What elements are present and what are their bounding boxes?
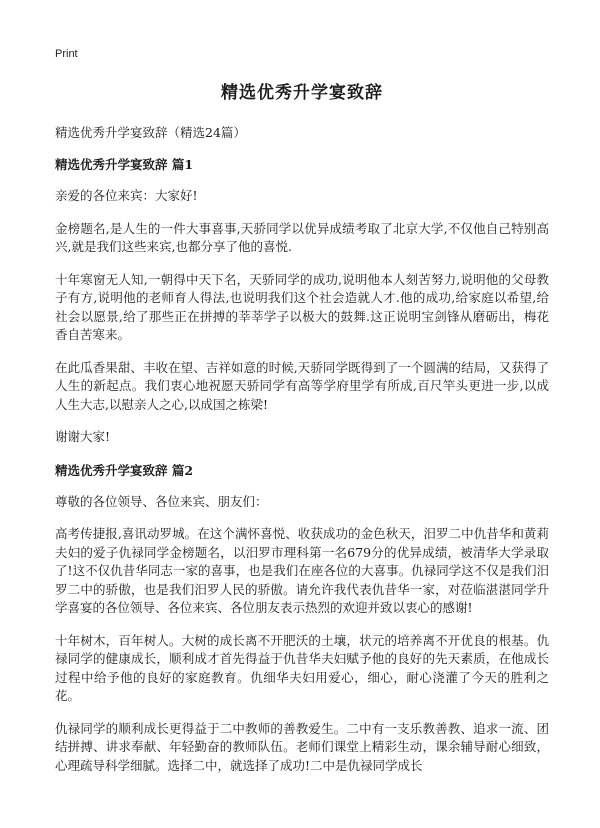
paragraph: 金榜题名,是人生的一件大事喜事,天骄同学以优异成绩考取了北京大学,不仅他自己特别高兴,就是我们这些来宾,也都分享了他的喜悦. <box>55 220 549 254</box>
paragraph: 谢谢大家! <box>55 429 111 444</box>
paragraph: 高考传捷报,喜讯动罗城。在这个满怀喜悦、收获成功的金色秋天，汨罗二中仇昔华和黄莉夫妇的爱子仇禄同学金榜题名，以汨罗市理科第一名679分的优异成绩，被清华大学录取了!这不仅仇昔华同志一家的喜事，也是我们在座各位的大喜事。仇禄同学这不仅是我们汨罗二中的骄傲，也是我们汨罗人民的骄傲。请允许我代表仇昔华一家，对莅临湛湛同学升学喜宴的各位领导、各位来宾、各位朋友表示热烈的欢迎并致以衷心的感谢! <box>55 526 549 615</box>
section-2 <box>55 461 549 776</box>
print-link[interactable]: Print <box>55 48 78 60</box>
paragraph: 在此瓜香果甜、丰收在望、吉祥如意的时候,天骄同学既得到了一个圆满的结局，又获得了人生的新起点。我们衷心地祝愿天骄同学有高等学府里学有所成,百尺竿头更进一步,以成人生大志,以慰亲人之心,以成国之栋梁! <box>55 359 549 412</box>
page-title: 精选优秀升学宴致辞 <box>221 83 383 103</box>
paragraph: 仇禄同学的顺利成长更得益于二中教师的善教爱生。二中有一支乐教善教、追求一流、团结拼搏、讲求奉献、年轻勤奋的教师队伍。老师们课堂上精彩生动，课余辅导耐心细致，心理疏导科学细腻。选择二中，就选择了成功!二中是仇禄同学成长 <box>55 720 549 773</box>
paragraph: 尊敬的各位领导、各位来宾、朋友们： <box>55 493 268 509</box>
paragraph: 亲爱的各位来宾：大家好! <box>55 188 198 203</box>
document-body <box>55 78 549 789</box>
section-heading: 精选优秀升学宴致辞 篇1 <box>55 157 194 172</box>
section-1 <box>55 155 549 447</box>
paragraph: 十年树木，百年树人。大树的成长离不开肥沃的土壤，状元的培养离不开优良的根基。仇禄同学的健康成长，顺利成才首先得益于仇昔华夫妇赋予他的良好的先天素质，在他成长过程中给予他的良好的家庭教育。仇细华夫妇用爱心，细心，耐心浇灌了今天的胜利之花。 <box>55 632 549 703</box>
paragraph: 十年寒窗无人知,一朝得中天下名，天骄同学的成功,说明他本人刻苦努力,说明他的父母教子有方,说明他的老师育人得法,也说明我们这个社会造就人才.他的成功,给家庭以希望,给社会以愿景,给了那些正在拼搏的莘莘学子以极大的鼓舞.这正说明宝剑锋从磨砺出，梅花香自苦寒来。 <box>55 271 549 342</box>
document-subtitle: 精选优秀升学宴致辞（精选24篇） <box>55 125 246 140</box>
section-heading: 精选优秀升学宴致辞 篇2 <box>55 462 194 478</box>
